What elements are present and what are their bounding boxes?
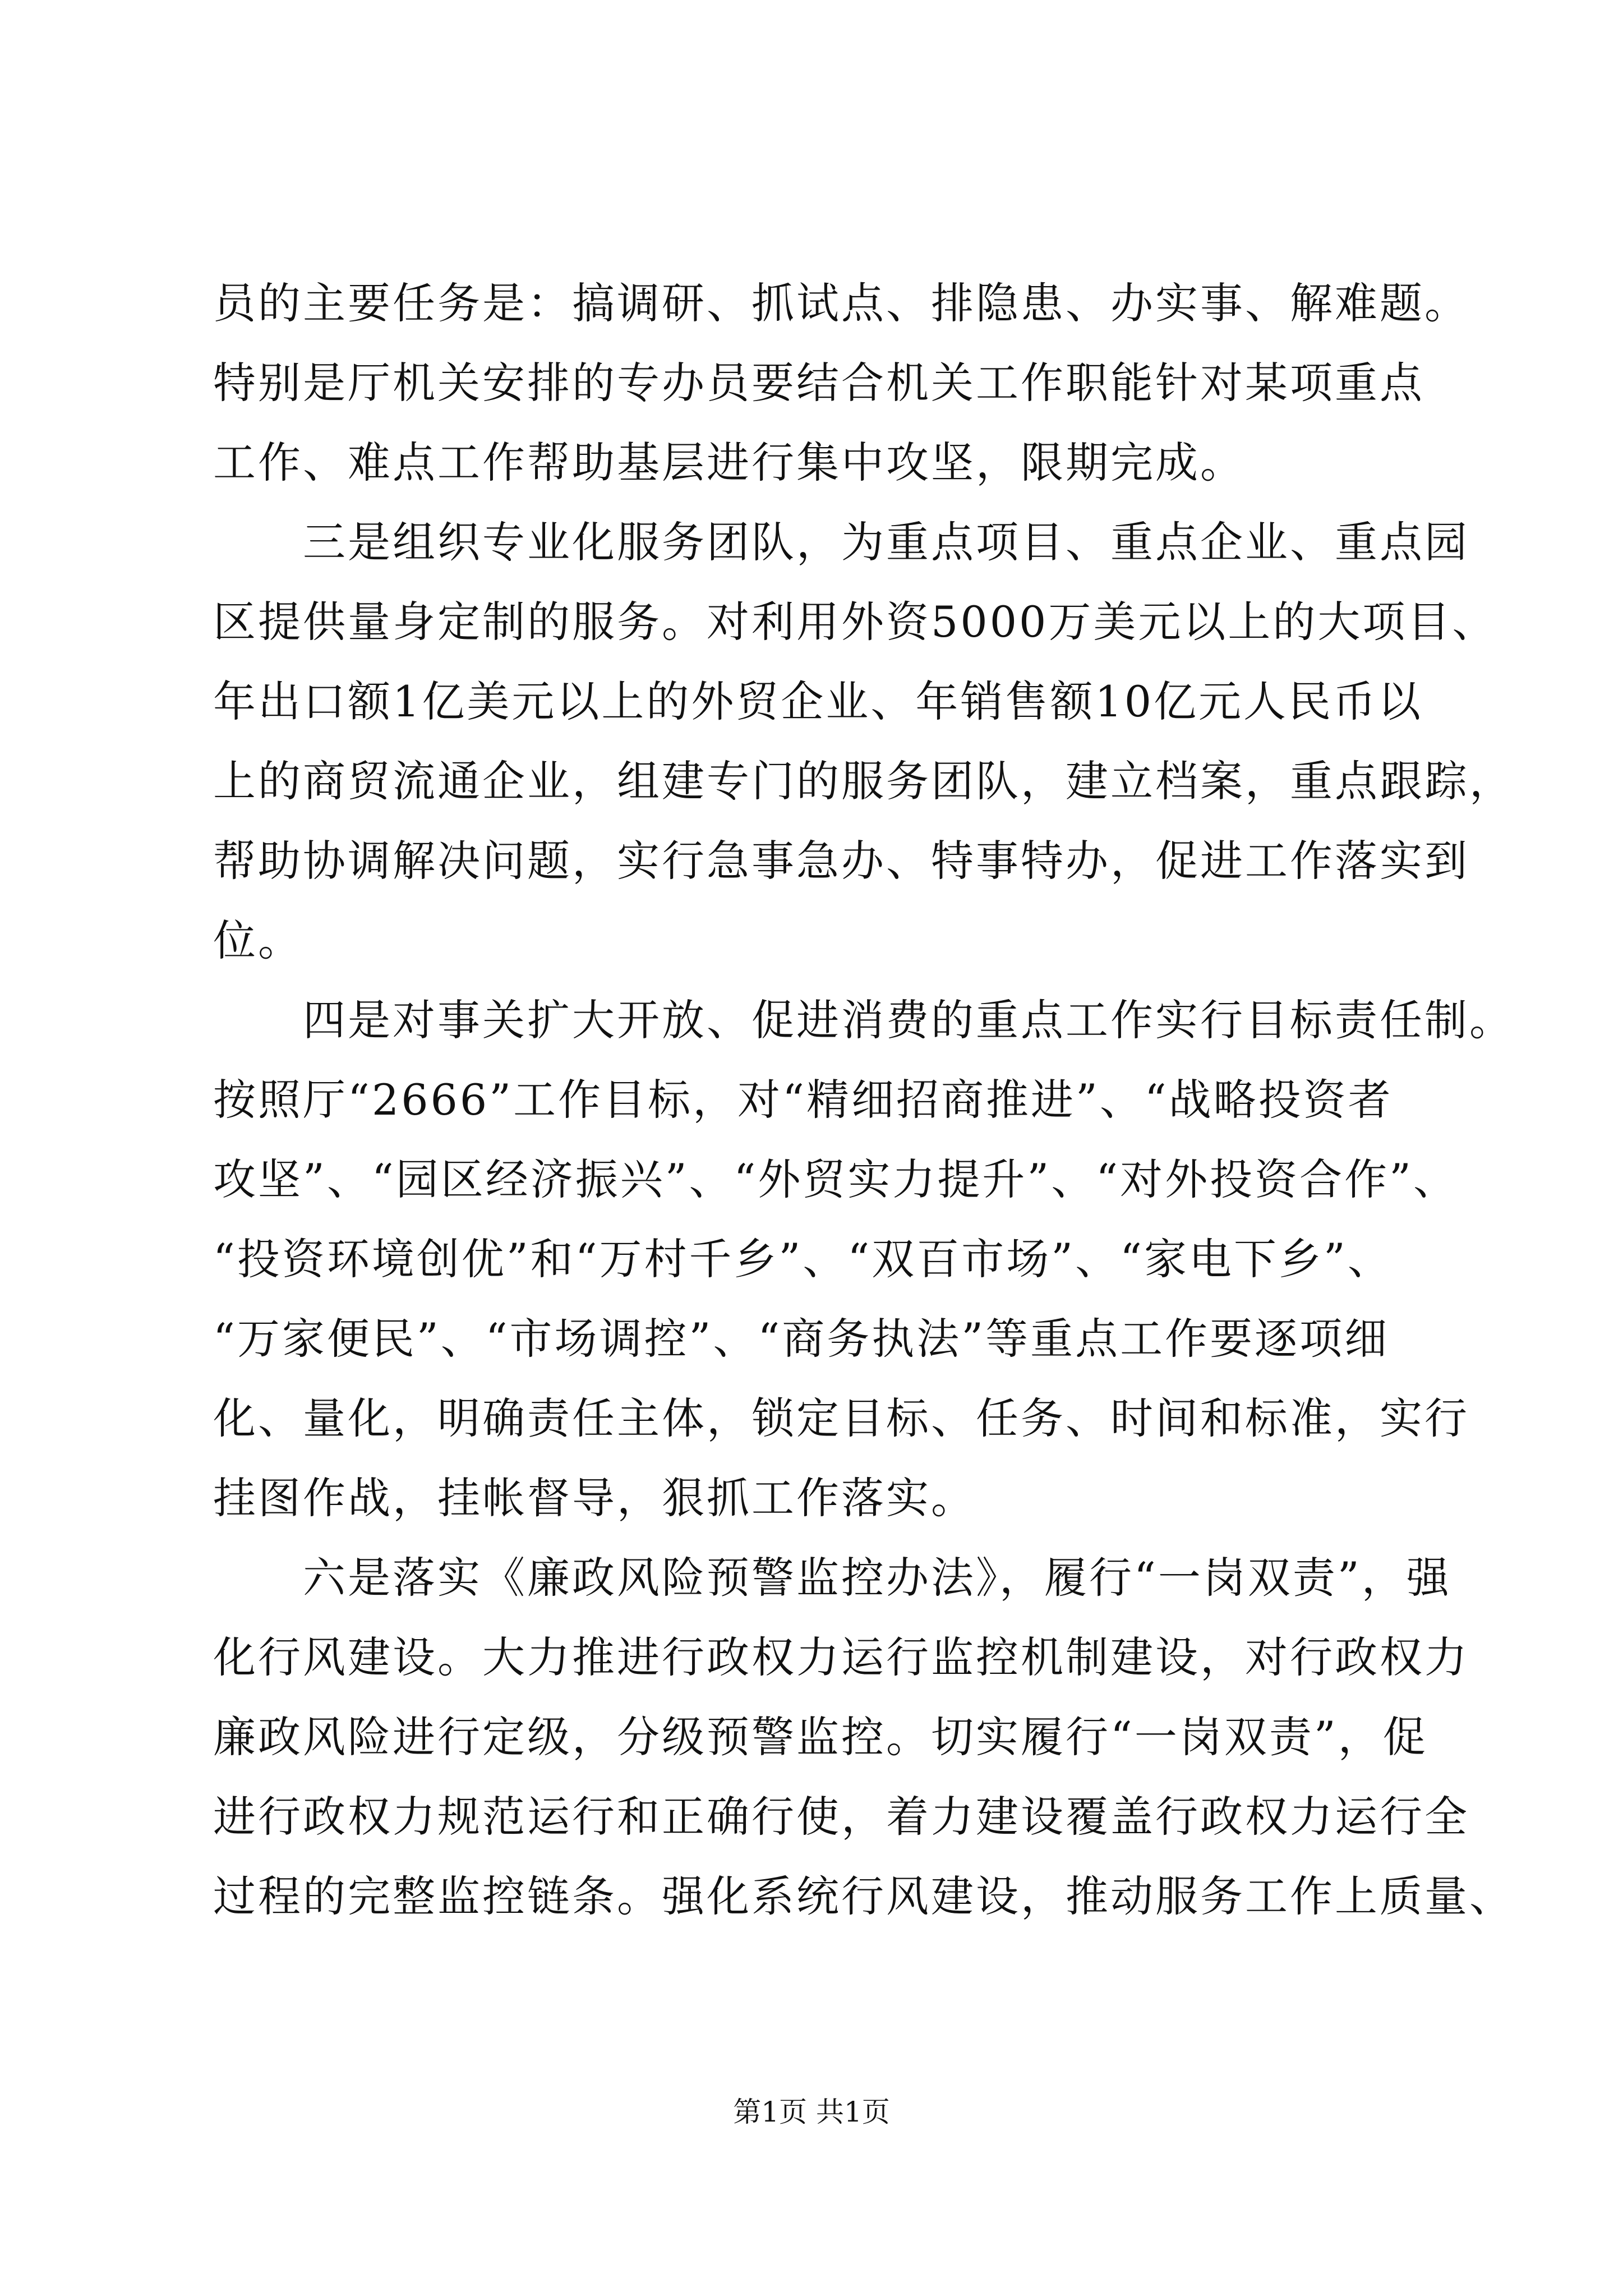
text-line: 帮助协调解决问题，实行急事急办、特事特办，促进工作落实到 [213,836,1469,886]
text-line: 化行风建设。大力推进行政权力运行监控机制建设，对行政权力 [213,1632,1469,1682]
paragraph-start-line: 六是落实《廉政风险预警监控办法》，履行“一岗双责”，强 [213,1553,1451,1603]
text-line: 化、量化，明确责任主体，锁定目标、任务、时间和标准，实行 [213,1393,1469,1443]
text-line: 廉政风险进行定级，分级预警监控。切实履行“一岗双责”，促 [213,1712,1428,1762]
text-line: 按照厅“2666”工作目标，对“精细招商推进”、“战略投资者 [213,1075,1393,1125]
text-line: 特别是厅机关安排的专办员要结合机关工作职能针对某项重点 [213,358,1424,408]
text-line: 位。 [213,915,303,965]
text-line: “万家便民”、“市场调控”、“商务执法”等重点工作要逐项细 [213,1314,1390,1364]
text-line: “投资环境创优”和“万村千乡”、“双百市场”、“家电下乡”、 [213,1234,1393,1284]
text-line: 员的主要任务是：搞调研、抓试点、排隐患、办实事、解难题。 [213,278,1469,328]
text-line: 进行政权力规范运行和正确行使，着力建设覆盖行政权力运行全 [213,1792,1469,1842]
text-line: 挂图作战，挂帐督导，狠抓工作落实。 [213,1473,976,1523]
paragraph-start-line: 三是组织专业化服务团队，为重点项目、重点企业、重点园 [213,517,1469,567]
text-line: 上的商贸流通企业，组建专门的服务团队，建立档案，重点跟踪， [213,756,1514,806]
document-body [213,264,1514,1936]
text-line: 过程的完整监控链条。强化系统行风建设，推动服务工作上质量、 [213,1871,1514,1921]
text-line: 区提供量身定制的服务。对利用外资5000万美元以上的大项目、 [213,597,1497,647]
page-number-footer: 第1页 共1页 [733,2096,890,2128]
text-line: 攻坚”、“园区经济振兴”、“外贸实力提升”、“对外投资合作”、 [213,1154,1458,1204]
text-line: 年出口额1亿美元以上的外贸企业、年销售额10亿元人民币以 [213,677,1423,726]
paragraph-start-line: 四是对事关扩大开放、促进消费的重点工作实行目标责任制。 [213,995,1514,1045]
text-line: 工作、难点工作帮助基层进行集中攻坚，限期完成。 [213,438,1245,487]
